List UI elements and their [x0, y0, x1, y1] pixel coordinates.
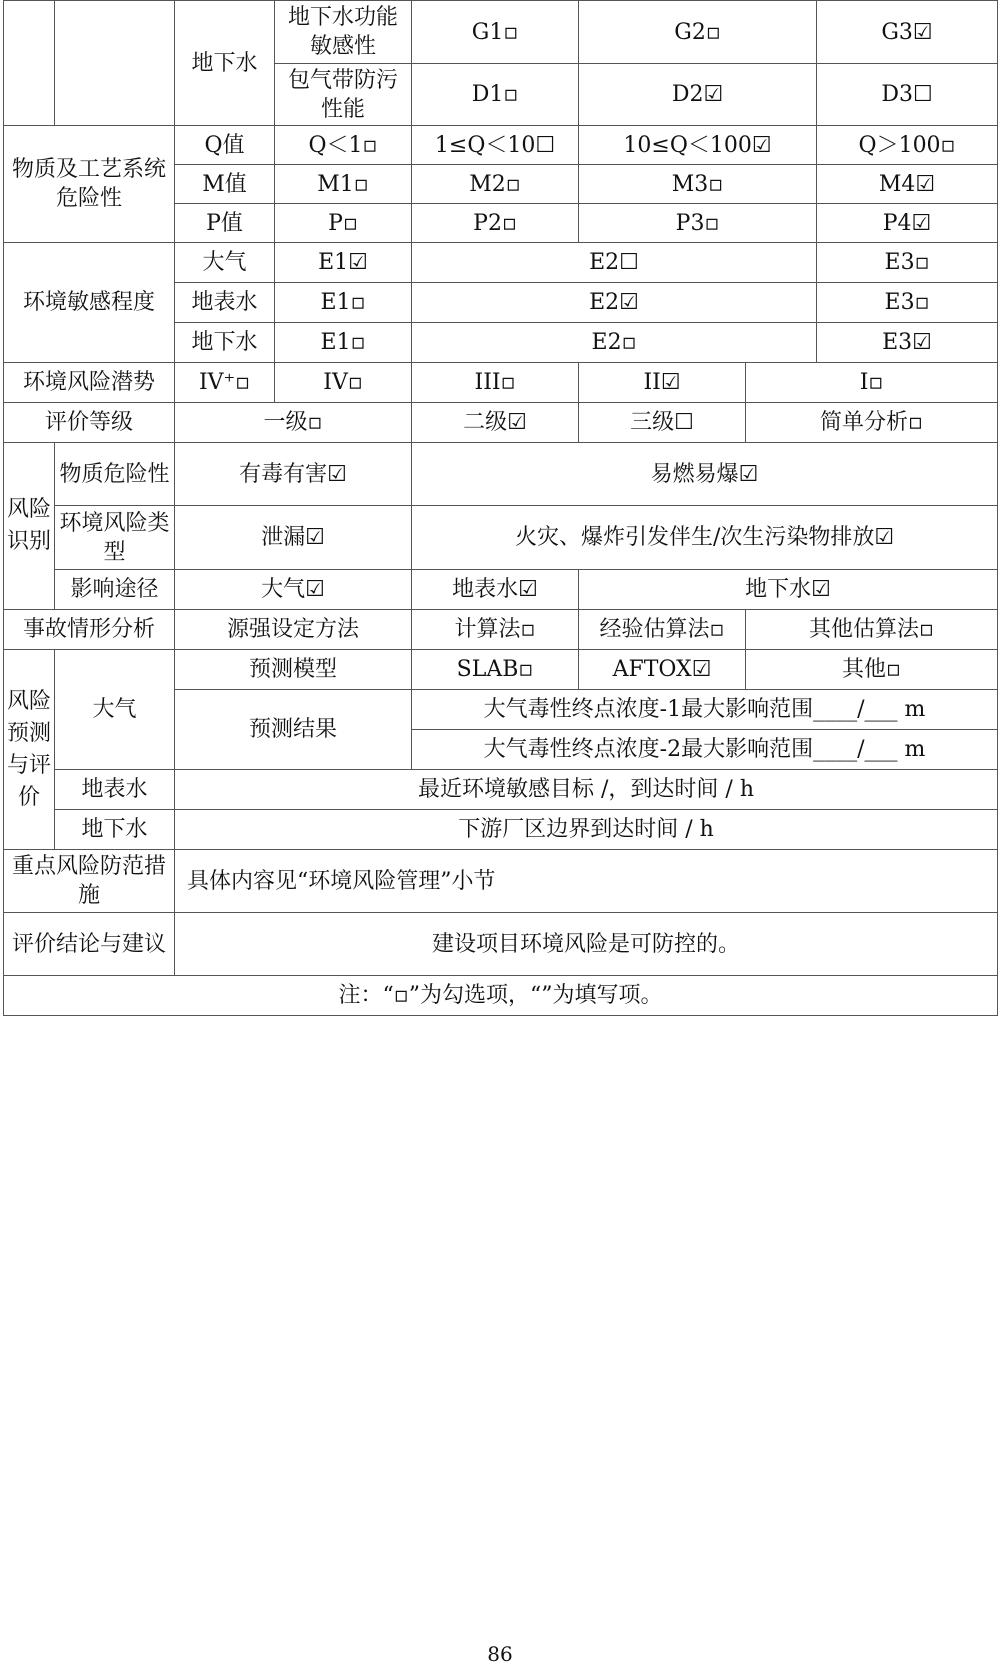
- surface-water-label: 地表水: [175, 283, 275, 323]
- result-toxic-1: 大气毒性终点浓度-1最大影响范围____/___ m: [412, 690, 998, 730]
- option-p1: P▫: [275, 204, 412, 243]
- env-sensitivity-label: 环境敏感程度: [4, 243, 175, 363]
- option-iv: IV▫: [275, 363, 412, 403]
- option-ground-e2: E2▫: [412, 323, 817, 363]
- prediction-ground-text: 下游厂区边界到达时间 / h: [175, 810, 998, 850]
- option-path-surface: 地表水☑: [412, 570, 579, 610]
- option-ground-e3: E3☑: [817, 323, 998, 363]
- option-slab: SLAB▫: [412, 650, 579, 690]
- option-air-e1: E1☑: [275, 243, 412, 283]
- conclusion-label: 评价结论与建议: [4, 913, 175, 976]
- option-toxic: 有毒有害☑: [175, 443, 412, 506]
- table-row: [4, 443, 998, 506]
- option-m2: M2▫: [412, 165, 579, 204]
- option-d1: D1▫: [412, 64, 579, 126]
- option-surface-e2: E2☑: [412, 283, 817, 323]
- option-g1: G1▫: [412, 1, 579, 64]
- option-aftox: AFTOX☑: [579, 650, 746, 690]
- option-empirical: 经验估算法▫: [579, 610, 746, 650]
- option-flammable: 易燃易爆☑: [412, 443, 998, 506]
- table-row: [4, 363, 998, 403]
- groundwater-env-label: 地下水: [175, 323, 275, 363]
- risk-type-label: 环境风险类型: [55, 506, 175, 570]
- option-level2: 二级☑: [412, 403, 579, 443]
- grade-label: 评价等级: [4, 403, 175, 443]
- option-q3: 10≤Q＜100☑: [579, 126, 817, 165]
- option-ground-e1: E1▫: [275, 323, 412, 363]
- prediction-surface-label: 地表水: [55, 770, 175, 810]
- measures-text: 具体内容见“环境风险管理”小节: [175, 850, 998, 913]
- option-air-e2: E2☐: [412, 243, 817, 283]
- prediction-air-label: 大气: [55, 650, 175, 770]
- option-p3: P3▫: [579, 204, 817, 243]
- option-i: I▫: [746, 363, 998, 403]
- table-note: 注：“▫”为勾选项，“”为填写项。: [4, 976, 998, 1016]
- table-row: [4, 403, 998, 443]
- material-hazard-label: 物质及工艺系统危险性: [4, 126, 175, 243]
- option-air-e3: E3▫: [817, 243, 998, 283]
- table-row: [4, 126, 998, 165]
- source-method-label: 源强设定方法: [175, 610, 412, 650]
- prediction-label: 风险预测与评价: [4, 650, 55, 850]
- table-row: [4, 850, 998, 913]
- table-row: [4, 1, 998, 64]
- option-ii: II☑: [579, 363, 746, 403]
- measures-label: 重点风险防范措施: [4, 850, 175, 913]
- risk-assessment-table: [3, 0, 998, 1016]
- option-d2: D2☑: [579, 64, 817, 126]
- blank-cell: [55, 1, 175, 126]
- air-label: 大气: [175, 243, 275, 283]
- groundwater-label: 地下水: [175, 1, 275, 126]
- option-fire-explosion: 火灾、爆炸引发伴生/次生污染物排放☑: [412, 506, 998, 570]
- m-label: M值: [175, 165, 275, 204]
- option-level1: 一级▫: [175, 403, 412, 443]
- impact-path-label: 影响途径: [55, 570, 175, 610]
- page-number: 86: [487, 1642, 513, 1666]
- table-row: [4, 506, 998, 570]
- blank-cell: [4, 1, 55, 126]
- result-label: 预测结果: [175, 690, 412, 770]
- option-simple-analysis: 简单分析▫: [746, 403, 998, 443]
- table-row: [4, 913, 998, 976]
- accident-analysis-label: 事故情形分析: [4, 610, 175, 650]
- option-q4: Q＞100▫: [817, 126, 998, 165]
- table-row: [4, 810, 998, 850]
- table-row: [4, 976, 998, 1016]
- table-row: [4, 243, 998, 283]
- option-p2: P2▫: [412, 204, 579, 243]
- conclusion-text: 建设项目环境风险是可防控的。: [175, 913, 998, 976]
- option-calc: 计算法▫: [412, 610, 579, 650]
- risk-potential-label: 环境风险潜势: [4, 363, 175, 403]
- option-d3: D3☐: [817, 64, 998, 126]
- option-leak: 泄漏☑: [175, 506, 412, 570]
- option-iv-plus: IV⁺▫: [175, 363, 275, 403]
- risk-identification-label: 风险识别: [4, 443, 55, 610]
- model-label: 预测模型: [175, 650, 412, 690]
- option-path-ground: 地下水☑: [579, 570, 998, 610]
- option-other-model: 其他▫: [746, 650, 998, 690]
- table-row: [4, 610, 998, 650]
- option-iii: III▫: [412, 363, 579, 403]
- table-row: [4, 650, 998, 690]
- option-surface-e1: E1▫: [275, 283, 412, 323]
- p-label: P值: [175, 204, 275, 243]
- vadose-zone-label: 包气带防污性能: [275, 64, 412, 126]
- table-row: [4, 570, 998, 610]
- substance-hazard-label: 物质危险性: [55, 443, 175, 506]
- option-m4: M4☑: [817, 165, 998, 204]
- option-path-air: 大气☑: [175, 570, 412, 610]
- option-q2: 1≤Q＜10☐: [412, 126, 579, 165]
- option-other-estimation: 其他估算法▫: [746, 610, 998, 650]
- prediction-surface-text: 最近环境敏感目标 /，到达时间 / h: [175, 770, 998, 810]
- option-p4: P4☑: [817, 204, 998, 243]
- option-m1: M1▫: [275, 165, 412, 204]
- option-g2: G2▫: [579, 1, 817, 64]
- option-m3: M3▫: [579, 165, 817, 204]
- option-g3: G3☑: [817, 1, 998, 64]
- option-surface-e3: E3▫: [817, 283, 998, 323]
- result-toxic-2: 大气毒性终点浓度-2最大影响范围____/___ m: [412, 730, 998, 770]
- q-label: Q值: [175, 126, 275, 165]
- option-level3: 三级☐: [579, 403, 746, 443]
- groundwater-function-label: 地下水功能敏感性: [275, 1, 412, 64]
- prediction-ground-label: 地下水: [55, 810, 175, 850]
- table-row: [4, 770, 998, 810]
- option-q1: Q＜1▫: [275, 126, 412, 165]
